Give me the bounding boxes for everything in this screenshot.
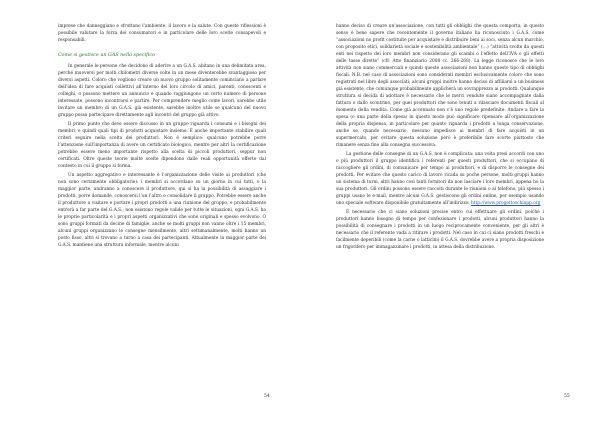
paragraph: Il primo punto che deve essere discusso in un gruppo riguarda i consumi e i bisogni dei membri, e quindi quali tipi di prodotti acquistare insieme. È anche importante stabilire quali criteri seguire nella scelta dei produttori. Non è semplice: qualcuno potrebbe porre l’attenzione sull’importanza di avere un certificato biologico, mentre per altri la certificazione potrebbe essere meno importante rispetto alla scelta di piccoli produttori, seppur non certificati. Oltre queste teorie molte scelte dipendono dalle reali opportunità offerte dal contesto in cui il gruppo si forma. bbox=[58, 122, 266, 169]
right-page bbox=[300, 0, 600, 424]
paragraph: È necessario che ci siano soluzioni precise entro cui effettuare gli ordini, poiché i produttori hanno bisogno di tempo per confezionare i prodotti, alcuni produttori hanno la possibilità di consegnare i prodotti in un luogo reciprocamente conveniente, per gli altri è necessario che il referente vada a ritirare i prodotti. Nel caso in cui ci siano prodotti freschi e facilmente deperibili (come la carne o latticini) il G.A.S. dovrebbe avere a propria disposizione un frigorifero per immagazzinare i prodotti, in attesa della distribuzione. bbox=[336, 210, 544, 250]
right-text-column bbox=[336, 23, 544, 253]
page-number: 54 bbox=[264, 394, 270, 399]
paragraph bbox=[336, 151, 544, 207]
page-number: 55 bbox=[564, 394, 570, 399]
paragraph-text: La gestione delle consegne di un G.A.S. non è complicata: una volta presi accordi con uno o più produttori il gruppo identifica i referenti per questi produttori, che si occupano di raccogliere gli ordini, di comunicare per tempo ai produttori, e di disporre le consegne dei prodotti. Per evitare che questo carico di lavoro ricada su poche persone, molti gruppi hanno un sistema di turni, altri hanno così tanti fornitori da non lasciare i loro membri, appena ho la sua produttori. Gli ordini possono essere raccolti durante le riunioni o al telefono, più spesso i gruppi usano le e-mail, mentre alcuni G.A.S. gestiscono gli ordini online, per esempio usando uno speciale software disponibile gratuitamente all’indirizzo: bbox=[336, 152, 544, 206]
paragraph: imprese che danneggiano e sfruttano l’ambiente, il lavoro e la salute. Con queste riflessioni è possibile valutare la forza dei consumatori e in particolare delle loro scelte consapevoli e responsabili. bbox=[58, 24, 266, 43]
paragraph: Un aspetto aggregativo e interessante è l’organizzazione delle visite ai produttori (che non sono certamente obbligatorie): i membri si accordano su un giorno in cui tutti, o la maggior parte, andranno a conoscere il produttore, qui si ha la possibilità di assaggiare i prodotti, porre domande, conoscersi l’un l’altro e consolidare il gruppo. Potrebbe essere anche il produttore a visitare e portare i propri prodotti a una riunione del gruppo, e probabilmente entrerà a far parte del G.A.S.; non esistono regole valide per tutte le situazioni, ogni G.A.S. ha le proprie particolarità e i propri aspetti organizzativi che sono originali e spesso evolvono. O sono gruppi formati da decine di famiglie, anche se molti gruppi non vanno oltre i 15 membri, alcuni gruppi organizzano le consegne mensilmente, altri settimanalmente, molti hanno un posto fisso, altri si trovano a turno a casa dei partecipanti. Attualmente la maggior parte dei G.A.S. mantiene una struttura informale, mentre alcuni bbox=[58, 173, 266, 248]
left-text-column bbox=[58, 23, 266, 251]
paragraph: In generale le persone che decidono di aderire a un G.A.S. abitano in una delimitata area, perché muoversi per molti chilometri diverse volte in un mese diventerebbe svantaggioso per diversi aspetti. Coloro che vogliono creare un nuovo gruppo solitamente cominciano a parlare dell’idea di fare acquisti collettivi all’interno del loro circolo di amici, parenti, conoscenti e colleghi, o possono mettere un annuncio e quando raggiungono un certo numero di persone interessate, possono incontrarsi e partire. Per comprendere meglio come lavori, sarebbe utile invitare un membro di un G.A.S. già esistente, sarebbe inoltre utile se qualcuno del nuovo gruppo possa partecipare direttamente agli incontri del gruppo già attivo. bbox=[58, 64, 266, 118]
software-link[interactable]: http://www.progettoschiapp.org bbox=[471, 201, 541, 206]
paragraph: hanno deciso di creare un’associazione, con tutti gli obblighi che questa comporta; in questo senso è bene sapere che recentemente il governo italiano ha riconosciuto i G.A.S. come “associazioni no profit costituite per acquistare e distribuire beni ai soci, senza alcun marchio, con proposito etici, solidarietà sociale e sostenibilità ambientale” (…) “attività svolte da questi enti nei rispetto dei loro membri non considerano gli scambi o l’effetto dell’IVA o gli effetti delle tasse dirette” (cfr. Atto finanziario 2008 cc. 266-268). La legge riconosce che le loro attività non siano commerciali e quindi queste associazioni non hanno questo tipo di obblighi fiscali. N.B. nel caso di associazioni sono considerati membri esclusivamente coloro che sono registrati nel libro degli associati; alcuni gruppi inoltre hanno deciso di affiliarsi a un business già esistente, che comunque probabilmente applicherà un sovrapprezzo ai prodotti. Qualunque struttura si decida di adottare è necessario che le merci vendute siano accompagnate dalla fattura o dallo scontrino, per quei produttori che sono tenuti a rilasciare documenti fiscali al momento della vendita. Come già accennato non c’è uno regole predefinite. Andare a fare la spesa (o una parte della spesa) in questo modo può significare ripensare all’organizzazione della propria dispensa, in particolare per quanto riguarda i prodotti a lunga conservazione, anche se, quando necessario, nessuno impedisce ai membri di fare acquisti in un supermercato, per evitare questa soluzione però è preferibile fare scorte piuttosto che rimanere senza fino alla consegna successiva. bbox=[336, 24, 544, 148]
section-heading: Come si gestisce un GAS nello specifico bbox=[58, 53, 155, 58]
